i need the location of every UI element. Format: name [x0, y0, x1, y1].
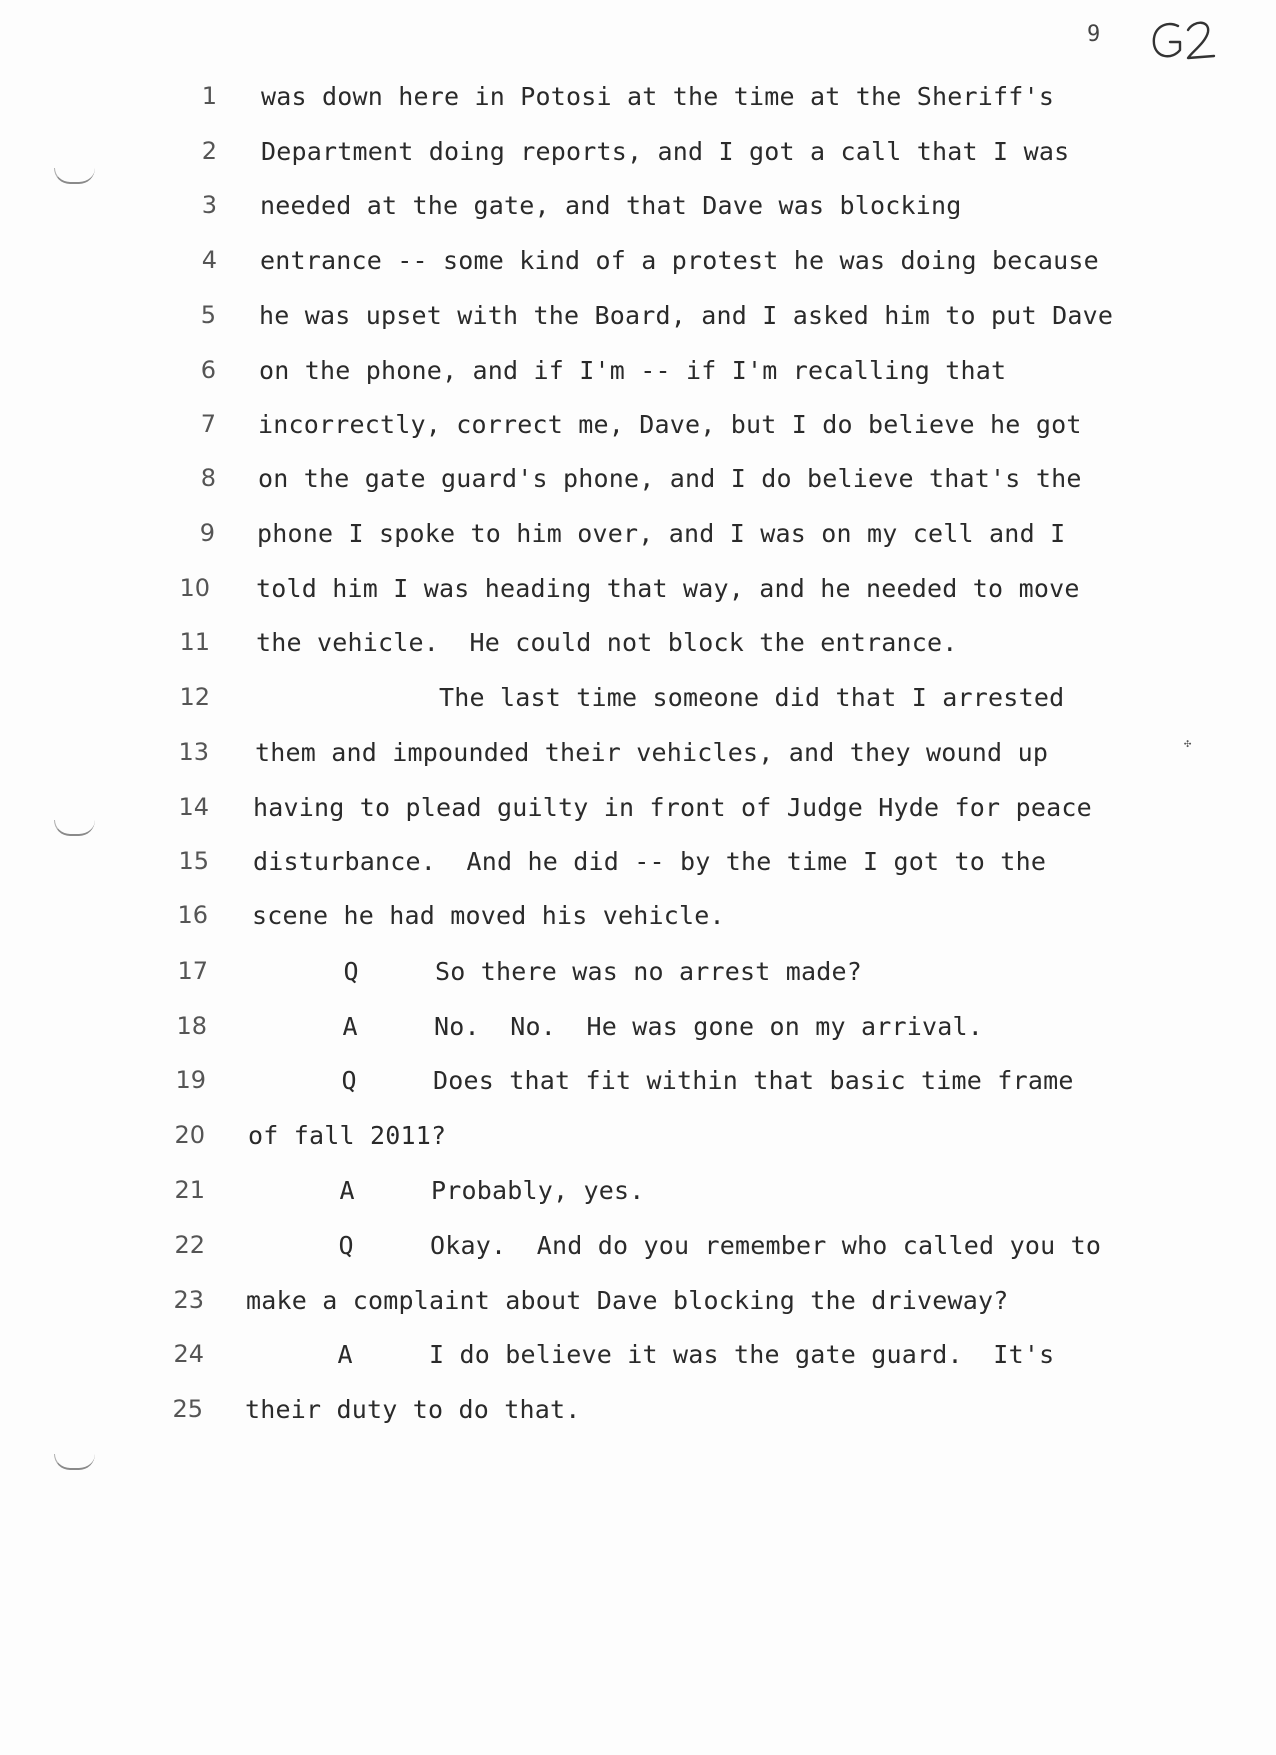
line-text: A I do believe it was the gate guard. It's — [246, 1340, 1055, 1369]
transcript-line — [0, 1286, 1276, 1326]
line-text: them and impounded their vehicles, and they wound up — [255, 738, 1049, 767]
line-text: Q So there was no arrest made? — [252, 957, 863, 986]
line-number: 17 — [177, 957, 208, 985]
transcript-line — [0, 82, 1276, 122]
line-text: Q Okay. And do you remember who called you to — [247, 1231, 1102, 1260]
transcript-line — [0, 628, 1276, 668]
line-text: A No. No. He was gone on my arrival. — [251, 1012, 984, 1041]
line-number: 25 — [172, 1395, 203, 1423]
transcript-line — [0, 738, 1276, 778]
line-text: disturbance. And he did -- by the time I got to the — [253, 847, 1047, 876]
scan-speck: ✣ — [1184, 736, 1192, 750]
line-text: he was upset with the Board, and I asked him to put Dave — [259, 301, 1114, 330]
line-number: 19 — [175, 1066, 206, 1094]
line-number: 14 — [178, 793, 209, 821]
transcript-line — [0, 519, 1276, 559]
line-number: 7 — [200, 410, 216, 438]
line-number: 23 — [173, 1286, 204, 1314]
line-number: 16 — [177, 901, 208, 929]
transcript-line — [0, 1231, 1276, 1271]
line-text: needed at the gate, and that Dave was blocking — [260, 191, 962, 220]
line-number: 2 — [201, 137, 217, 165]
line-text: The last time someone did that I arrested — [256, 683, 1065, 712]
line-text: was down here in Potosi at the time at the Sheriff's — [261, 82, 1055, 111]
transcript-line — [0, 574, 1276, 614]
transcript-line — [0, 464, 1276, 504]
transcript-line — [0, 683, 1276, 723]
line-number: 18 — [176, 1012, 207, 1040]
page-number: 9 — [1087, 22, 1101, 47]
line-text: told him I was heading that way, and he needed to move — [256, 574, 1080, 603]
line-text: Department doing reports, and I got a call that I was — [261, 137, 1070, 166]
transcript-line — [0, 1066, 1276, 1106]
transcript-line — [0, 410, 1276, 450]
line-text: A Probably, yes. — [248, 1176, 645, 1205]
line-text: phone I spoke to him over, and I was on my cell and I — [257, 519, 1066, 548]
line-number: 24 — [173, 1340, 204, 1368]
transcript-line — [0, 1121, 1276, 1161]
line-text: on the phone, and if I'm -- if I'm recalling that — [259, 356, 1007, 385]
transcript-line — [0, 1340, 1276, 1380]
line-number: 20 — [174, 1121, 205, 1149]
line-number: 15 — [178, 847, 209, 875]
line-text: Q Does that fit within that basic time frame — [250, 1066, 1074, 1095]
transcript-line — [0, 137, 1276, 177]
transcript-line — [0, 1395, 1276, 1435]
line-text: of fall 2011? — [248, 1121, 447, 1150]
line-text: scene he had moved his vehicle. — [252, 901, 725, 930]
line-text: entrance -- some kind of a protest he was doing because — [260, 246, 1099, 275]
line-number: 22 — [174, 1231, 205, 1259]
transcript-line — [0, 847, 1276, 887]
transcript-line — [0, 191, 1276, 231]
line-text: incorrectly, correct me, Dave, but I do believe he got — [258, 410, 1082, 439]
line-number: 21 — [174, 1176, 205, 1204]
line-number: 10 — [179, 574, 210, 602]
handwritten-exhibit-mark — [1148, 14, 1228, 66]
transcript-line — [0, 957, 1276, 997]
line-text: their duty to do that. — [245, 1395, 581, 1424]
line-number: 1 — [201, 82, 217, 110]
line-number: 11 — [179, 628, 210, 656]
line-text: make a complaint about Dave blocking the driveway? — [246, 1286, 1009, 1315]
line-number: 12 — [179, 683, 210, 711]
line-number: 3 — [201, 191, 217, 219]
line-number: 6 — [200, 356, 216, 384]
line-number: 5 — [200, 301, 216, 329]
binder-hole-mark — [54, 1454, 95, 1470]
transcript-line — [0, 246, 1276, 286]
transcript-line — [0, 793, 1276, 833]
line-number: 4 — [201, 246, 217, 274]
transcript-line — [0, 1176, 1276, 1216]
transcript-line — [0, 301, 1276, 341]
line-number: 13 — [178, 738, 209, 766]
transcript-line — [0, 356, 1276, 396]
transcript-line — [0, 1012, 1276, 1052]
line-number: 8 — [200, 464, 216, 492]
transcript-line — [0, 901, 1276, 941]
line-text: on the gate guard's phone, and I do believe that's the — [258, 464, 1082, 493]
line-text: having to plead guilty in front of Judge Hyde for peace — [253, 793, 1092, 822]
line-text: the vehicle. He could not block the entrance. — [256, 628, 958, 657]
line-number: 9 — [199, 519, 215, 547]
